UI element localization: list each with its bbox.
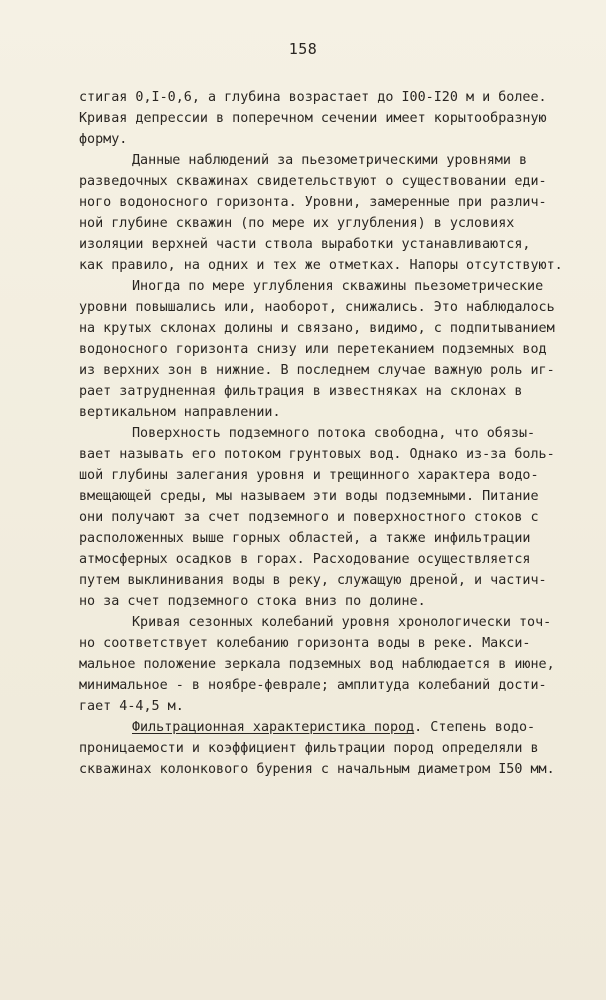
- text-line: шой глубины залегания уровня и трещинного характера водо-: [79, 468, 539, 483]
- text-line: скважинах колонкового бурения с начальным диаметром I50 мм.: [79, 762, 555, 777]
- text-line: на крутых склонах долины и связано, видимо, с подпитыванием: [79, 321, 555, 336]
- text-line: как правило, на одних и тех же отметках. Напоры отсутствуют.: [79, 258, 563, 273]
- text-line: путем выклинивания воды в реку, служащую дреной, и частич-: [79, 573, 547, 588]
- text-line: водоносного горизонта снизу или перетеканием подземных вод: [79, 342, 547, 357]
- page-number: 158: [288, 40, 318, 58]
- section-heading-tail: . Степень водо-: [414, 720, 536, 735]
- section-heading: Фильтрационная характеристика пород: [132, 720, 415, 735]
- text-line: но соответствует колебанию горизонта воды в реке. Макси-: [79, 636, 531, 651]
- text-line: но за счет подземного стока вниз по долине.: [79, 594, 426, 609]
- text-line: из верхних зон в нижние. В последнем случае важную роль иг-: [79, 363, 555, 378]
- text-line: вмещающей среды, мы называем эти воды подземными. Питание: [79, 489, 539, 504]
- text-line: вает называть его потоком грунтовых вод. Однако из-за боль-: [79, 447, 555, 462]
- text-line: они получают за счет подземного и поверхностного стоков с: [79, 510, 539, 525]
- text-line: расположенных выше горных областей, а также инфильтрации: [79, 531, 531, 546]
- text-line: уровни повышались или, наоборот, снижались. Это наблюдалось: [79, 300, 555, 315]
- section-heading-line: [0, 717, 606, 738]
- text-line: гает 4-4,5 м.: [79, 699, 184, 714]
- text-line: Поверхность подземного потока свободна, что обязы-: [132, 426, 536, 441]
- text-line: изоляции верхней части ствола выработки устанавливаются,: [79, 237, 531, 252]
- text-line: проницаемости и коэффициент фильтрации пород определяли в: [79, 741, 539, 756]
- text-line: Кривая сезонных колебаний уровня хронологически точ-: [132, 615, 552, 630]
- body-text: [0, 87, 606, 780]
- text-line: минимальное - в ноябре-феврале; амплитуда колебаний дости-: [79, 678, 547, 693]
- text-line: ного водоносного горизонта. Уровни, замеренные при различ-: [79, 195, 547, 210]
- paragraph-lines: [0, 87, 606, 717]
- text-line: форму.: [79, 132, 128, 147]
- text-line: Иногда по мере углубления скважины пьезометрические: [132, 279, 544, 294]
- text-line: вертикальном направлении.: [79, 405, 281, 420]
- text-line: мальное положение зеркала подземных вод наблюдается в июне,: [79, 657, 555, 672]
- text-line: рает затрудненная фильтрация в известняках на склонах в: [79, 384, 523, 399]
- text-line: Данные наблюдений за пьезометрическими уровнями в: [132, 153, 528, 168]
- text-line: Кривая депрессии в поперечном сечении имеет корытообразную: [79, 111, 547, 126]
- text-line: атмосферных осадков в горах. Расходование осуществляется: [79, 552, 531, 567]
- text-line: стигая 0,I-0,6, а глубина возрастает до I00-I20 м и более.: [79, 90, 547, 105]
- text-line: ной глубине скважин (по мере их углубления) в условиях: [79, 216, 515, 231]
- text-line: разведочных скважинах свидетельствуют о существовании еди-: [79, 174, 547, 189]
